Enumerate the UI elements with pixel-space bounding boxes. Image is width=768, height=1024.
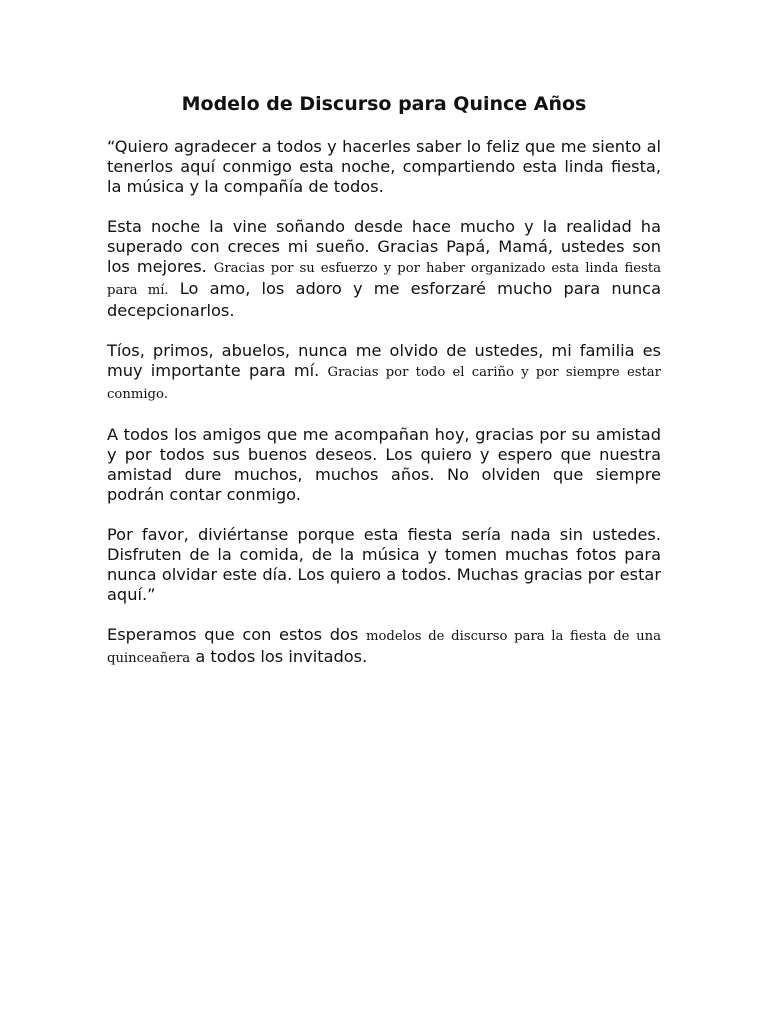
paragraph-6-text-a: Esperamos que con estos dos bbox=[107, 625, 359, 644]
paragraph-3 bbox=[107, 341, 661, 405]
paragraph-4: A todos los amigos que me acompañan hoy, gracias por su amistad y por todos sus buenos deseos. Los quiero y espero que nuestra amistad dure muchos, muchos años. No olviden que siempre podrán contar conmigo. bbox=[107, 425, 661, 504]
document-title: Modelo de Discurso para Quince Años bbox=[181, 93, 587, 115]
paragraph-2-text-a: Esta noche la vine soñando desde hace mucho y la realidad ha superado con creces mi sueño. Gracias Papá, Mamá, ustedes son los mejores. bbox=[107, 217, 661, 276]
paragraph-1: “Quiero agradecer a todos y hacerles saber lo feliz que me siento al tenerlos aquí conmigo esta noche, compartiendo esta linda fiesta, la música y la compañía de todos. bbox=[107, 137, 661, 196]
paragraph-2-text-c: Lo amo, los adoro y me esforzaré mucho para nunca decepcionarlos. bbox=[107, 279, 661, 320]
paragraph-6-serif-text: modelos de discurso para la fiesta de una quinceañera bbox=[107, 629, 661, 666]
paragraph-6 bbox=[107, 625, 661, 669]
paragraph-5: Por favor, diviértanse porque esta fiesta sería nada sin ustedes. Disfruten de la comida, de la música y tomen muchas fotos para nunca olvidar este día. Los quiero a todos. Muchas gracias por estar aquí.” bbox=[107, 525, 661, 604]
paragraph-3-serif-text: Gracias por todo el cariño y por siempre estar conmigo. bbox=[107, 365, 661, 402]
paragraph-2 bbox=[107, 217, 661, 321]
paragraph-2-serif-text: Gracias por su esfuerzo y por haber organizado esta linda fiesta para mí. bbox=[107, 261, 661, 298]
paragraph-3-text-a: Tíos, primos, abuelos, nunca me olvido de ustedes, mi familia es muy importante para mí. bbox=[107, 341, 661, 380]
paragraph-6-text-c: a todos los invitados. bbox=[195, 647, 368, 666]
document-body bbox=[107, 137, 661, 689]
